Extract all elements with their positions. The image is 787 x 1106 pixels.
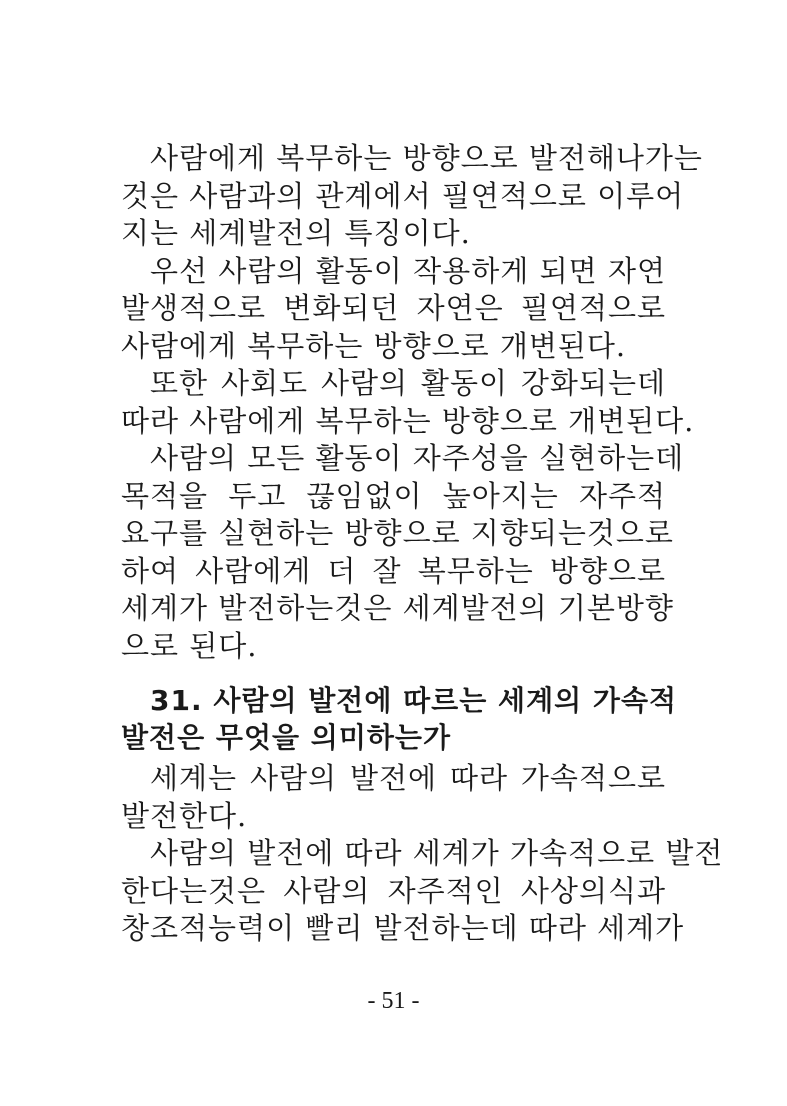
text-line: 요구를 실현하는 방향으로 지향되는것으로 xyxy=(121,516,674,550)
text-line: 세계는 사람의 발전에 따라 가속적으로 xyxy=(150,761,666,795)
text-line: 또한 사회도 사람의 활동이 강화되는데 xyxy=(150,366,666,400)
paragraph-4 xyxy=(121,440,685,665)
paragraph-6 xyxy=(121,835,724,948)
section-heading xyxy=(121,682,678,756)
paragraph-5 xyxy=(121,760,666,835)
text-line: 사람에게 복무하는 방향으로 발전해나가는 xyxy=(150,141,703,175)
text-line: 우선 사람의 활동이 작용하게 되면 자연 xyxy=(150,253,666,288)
text-line: 하여 사람에게 더 잘 복무하는 방향으로 xyxy=(121,553,666,588)
text-line: 사람에게 복무하는 방향으로 개변된다. xyxy=(121,328,627,363)
text-line: 창조적능력이 빨리 발전하는데 따라 세계가 xyxy=(121,911,685,945)
text-line: 발전한다. xyxy=(121,798,248,833)
document-page xyxy=(121,140,724,948)
paragraph-3 xyxy=(121,365,695,440)
paragraph-2 xyxy=(121,253,666,366)
text-line: 세계가 발전하는것은 세계발전의 기본방향 xyxy=(121,591,674,625)
text-line: 목적을 두고 끊임없이 높아지는 자주적 xyxy=(121,478,666,513)
text-line: 사람의 발전에 따라 세계가 가속적으로 발전 xyxy=(150,836,724,870)
heading-line: 발전은 무엇을 의미하는가 xyxy=(121,721,452,754)
text-line: 지는 세계발전의 특징이다. xyxy=(121,216,471,250)
text-line: 것은 사람과의 관계에서 필연적으로 이루어 xyxy=(121,178,685,213)
text-line: 따라 사람에게 복무하는 방향으로 개변된다. xyxy=(121,403,695,438)
text-line: 으로 된다. xyxy=(121,628,258,663)
text-line: 한다는것은 사람의 자주적인 사상의식과 xyxy=(121,873,666,908)
heading-line: 31. 사람의 발전에 따르는 세계의 가속적 xyxy=(150,684,678,717)
paragraph-1 xyxy=(121,140,703,253)
page-number: - 51 - xyxy=(367,988,420,1014)
text-line: 사람의 모든 활동이 자주성을 실현하는데 xyxy=(150,441,685,475)
text-line: 발생적으로 변화되던 자연은 필연적으로 xyxy=(121,291,666,325)
